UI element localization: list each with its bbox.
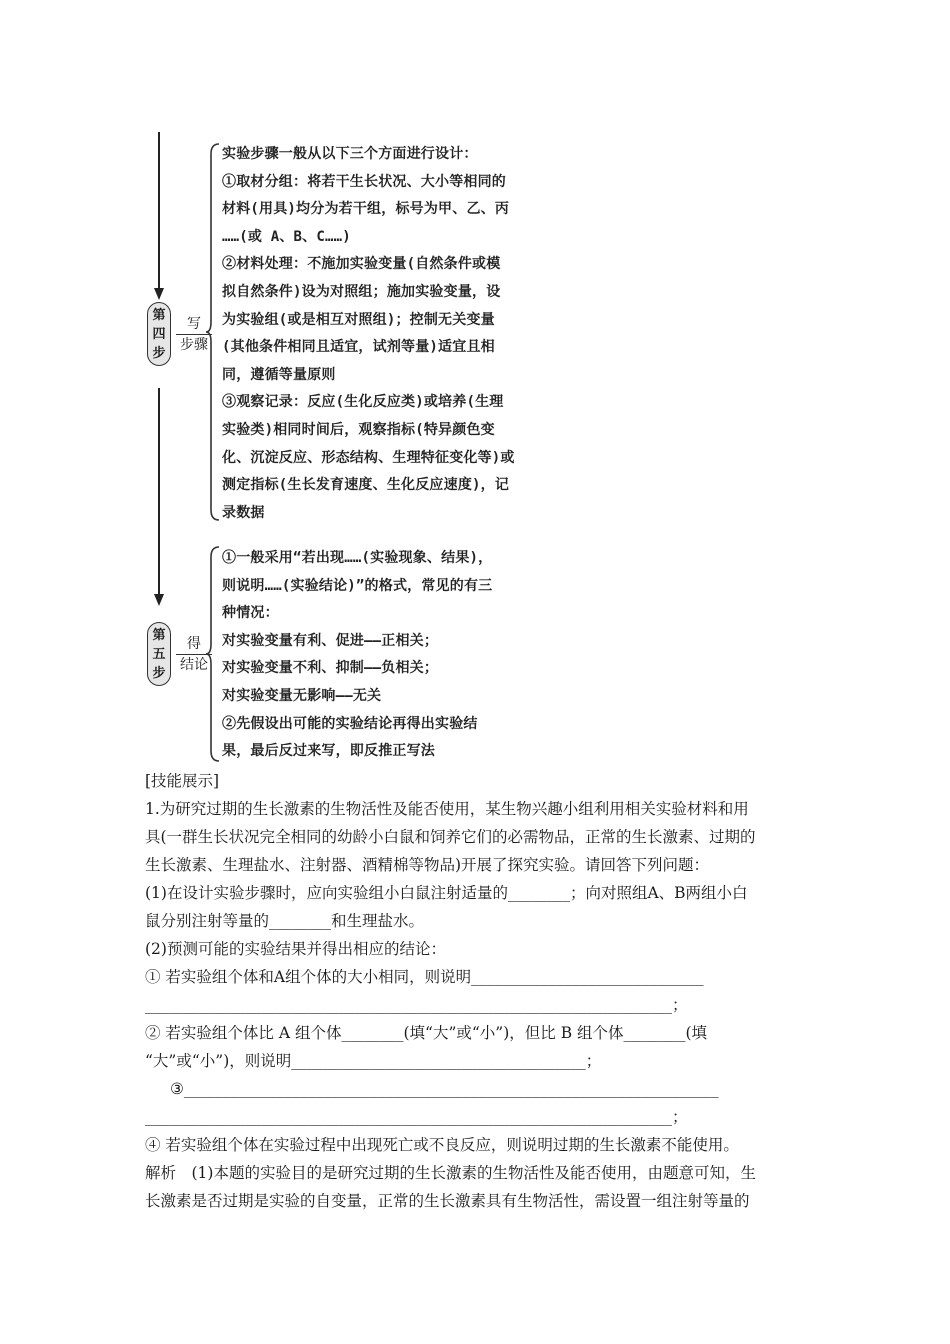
step5-badge: 第 五 步 (147, 622, 171, 686)
step5-label-bottom: 结论 (180, 657, 208, 673)
case3-line: ③_____________________________________________________________________ (170, 1080, 719, 1098)
step4-line: 材料(用具)均分为若干组，标号为甲、乙、丙 (222, 201, 510, 218)
step4-line: ③观察记录：反应(生化反应类)或培养(生理 (222, 394, 504, 411)
step5-label-top: 得 (176, 634, 212, 655)
step4-brace (205, 142, 223, 522)
step4-line: 实验类)相同时间后，观察指标(特异颜色变 (222, 421, 495, 438)
step5-line: 对实验变量不利、抑制——负相关； (222, 660, 439, 677)
case1-line: ① 若实验组个体和A组个体的大小相同，则说明______________________________ (145, 968, 704, 986)
part1-line: 鼠分别注射等量的________和生理盐水。 (145, 912, 425, 930)
case1-line: ____________________________________________________________________； (145, 996, 688, 1014)
flow-line-top (158, 132, 160, 292)
step4-line: 化、沉淀反应、形态结构、生理特征变化等)或 (222, 449, 515, 466)
case3-line: ____________________________________________________________________； (145, 1108, 688, 1126)
step4-text (222, 141, 562, 527)
case2-line: ② 若实验组个体比 A 组个体________(填“大”或“小”)，但比 B 组个体________(填 (145, 1024, 708, 1042)
case4-line: ④ 若实验组个体在实验过程中出现死亡或不良反应，则说明过期的生长激素不能使用。 (145, 1136, 739, 1154)
flow-arrowhead-1 (154, 288, 164, 300)
step4-line: ①取材分组：将若干生长状况、大小等相同的 (222, 173, 506, 190)
flow-arrowhead-2 (154, 594, 164, 606)
step4-line: 拟自然条件)设为对照组；施加实验变量，设 (222, 283, 501, 300)
case2-line: “大”或“小”)，则说明______________________________________； (145, 1052, 602, 1070)
step5-text (222, 545, 562, 766)
step5-line: 对实验变量有利、促进——正相关； (222, 632, 439, 649)
step5-line: 对实验变量无影响——无关 (222, 687, 382, 704)
step5-brace (205, 545, 223, 763)
part1-line: (1)在设计实验步骤时，应向实验组小白鼠注射适量的________；向对照组A、B两组小白 (145, 884, 748, 902)
step4-label-top: 写 (176, 314, 212, 335)
analysis-line: 解析 (1)本题的实验目的是研究过期的生长激素的生物活性及能否使用，由题意可知，生 (145, 1164, 756, 1182)
step5-line: 果，最后反过来写，即反推正写法 (222, 743, 435, 760)
step5-line: 则说明……(实验结论)”的格式，常见的有三 (222, 577, 493, 594)
step4-line: 同，遵循等量原则 (222, 366, 336, 383)
step4-line: (其他条件相同且适宜，试剂等量)适宜且相 (222, 339, 495, 356)
step4-label-bottom: 步骤 (180, 337, 208, 353)
step4-line: 测定指标(生长发育速度、生化反应速度)，记 (222, 477, 510, 494)
step4-line: 录数据 (222, 504, 265, 521)
step5-line: ①一般采用“若出现……(实验现象、结果)， (222, 550, 493, 566)
part2-heading: (2)预测可能的实验结果并得出相应的结论： (145, 940, 446, 958)
step4-badge: 第 四 步 (147, 302, 171, 366)
step4-line: ②材料处理：不施加实验变量(自然条件或模 (222, 256, 501, 273)
step4-line: ……(或 A、B、C……) (222, 228, 351, 245)
step5-line: 种情况： (222, 605, 279, 622)
analysis-line: 长激素是否过期是实验的自变量，正常的生长激素具有生物活性，需设置一组注射等量的 (145, 1192, 750, 1210)
step4-line: 实验步骤一般从以下三个方面进行设计： (222, 146, 478, 162)
question-line: 具(一群生长状况完全相同的幼龄小白鼠和饲养它们的必需物品，正常的生长激素、过期的 (145, 828, 756, 846)
section-heading: [技能展示] (145, 772, 220, 790)
flow-line-middle (158, 388, 160, 598)
question-line: 生长激素、生理盐水、注射器、酒精棉等物品)开展了探究实验。请回答下列问题： (145, 856, 710, 874)
step4-line: 为实验组(或是相互对照组)；控制无关变量 (222, 311, 495, 328)
step5-line: ②先假设出可能的实验结论再得出实验结 (222, 715, 478, 732)
question-line: 1.为研究过期的生长激素的生物活性及能否使用，某生物兴趣小组利用相关实验材料和用 (145, 800, 749, 818)
